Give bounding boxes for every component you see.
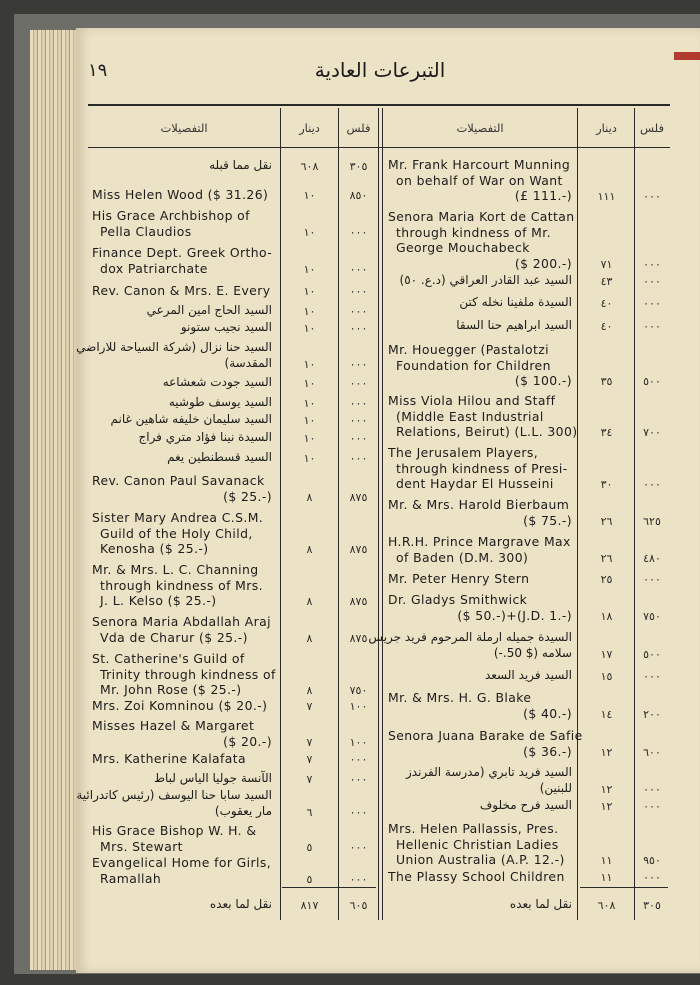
right-entry-line: The Plassy School Children — [388, 869, 565, 884]
left-dinar-value: ١٠ — [303, 397, 316, 410]
left-fils-value: ٠٠٠ — [349, 840, 368, 854]
top-rule — [88, 104, 670, 106]
left-fils-value: ٠٠٠ — [349, 414, 368, 427]
left-entry-line: Sister Mary Andrea C.S.M. — [92, 510, 264, 525]
right-entry-line: Mrs. Helen Pallassis, Pres. — [388, 821, 559, 836]
right-dinar-value: ١٢ — [600, 782, 613, 796]
left-dinar-value: ١٠ — [303, 377, 316, 390]
left-entry-line: السيد جودت شعشاعه — [162, 375, 272, 389]
left-entry-line: Miss Helen Wood ($ 31.26) — [92, 187, 269, 202]
right-dinar-value: ١٤ — [600, 707, 613, 721]
left-entry-line: السيد الحاج امين المرعي — [146, 303, 272, 317]
right-entry-line: Mr. Houegger (Pastalotzi — [388, 342, 549, 357]
right-dinar-value: ٢٦ — [600, 514, 613, 528]
left-entry-line: His Grace Bishop W. H. & — [92, 823, 257, 838]
left-fils-value: ٠٠٠ — [349, 397, 368, 410]
right-entry-line: Hellenic Christian Ladies — [396, 836, 559, 852]
left-dinar-value: ١٠ — [303, 285, 316, 298]
left-entry-line: السيد سليمان خليفه شاهين غانم — [110, 412, 272, 426]
right-dinar-value: ١٧ — [600, 647, 613, 661]
right-fils-value: ٠٠٠ — [643, 257, 661, 271]
left-entry-line: Mr. & Mrs. L. C. Channing — [92, 562, 259, 577]
left-entry-line: السيد حنا نزال (شركة السياحة للاراضي — [76, 340, 272, 354]
right-fils-value: ٠٠٠ — [643, 190, 661, 203]
right-dinar-value: ١٥ — [600, 670, 613, 683]
left-fils-value: ٠٠٠ — [349, 225, 368, 239]
left-fils-value: ٨٧٥ — [349, 631, 368, 645]
left-entry-line: Ramallah — [100, 870, 162, 886]
left-dinar-value: ١٠ — [303, 225, 316, 239]
left-dinar-value: ٧ — [306, 773, 313, 786]
right-entry-line: The Jerusalem Players, — [388, 445, 539, 460]
right-entry-line: Mr. & Mrs. H. G. Blake — [388, 690, 532, 705]
right-entry-line: ($ 50.-)+(J.D. 1.-) — [457, 607, 572, 623]
right-dinar-value: ١١١ — [597, 190, 616, 203]
right-total-fils: ٣٠٥ — [643, 899, 661, 912]
left-fils-value: ٨٧٥ — [349, 490, 368, 504]
header-dinar-left: دينار — [299, 121, 320, 135]
right-entry-line: ($ 40.-) — [523, 705, 572, 721]
left-entry-line: السيد قسطنطين يغم — [167, 450, 272, 464]
right-entry-line: H.R.H. Prince Margrave Max — [388, 534, 571, 549]
left-fils-value: ١٠٠ — [349, 700, 368, 713]
left-fils-value: ٧٥٠ — [349, 684, 368, 697]
page-title: التبرعات العادية — [314, 58, 446, 82]
right-fils-value: ٧٠٠ — [643, 426, 661, 439]
left-dinar-value: ٨ — [306, 490, 313, 504]
right-entry-line: السيد فرح مخلوف — [479, 798, 572, 812]
right-entry-line: Mr. Peter Henry Stern — [388, 571, 530, 586]
right-entry-line: George Mouchabeck — [396, 240, 530, 255]
left-dinar-value: ٦ — [306, 805, 313, 819]
left-dinar-value: ٧ — [306, 700, 313, 713]
left-entry-line: Trinity through kindness of — [100, 666, 276, 682]
left-entry-line: St. Catherine's Guild of — [92, 651, 245, 666]
left-dinar-value: ١٠ — [303, 305, 316, 318]
right-entry-line: (£ 111.-) — [514, 188, 572, 203]
left-dinar-value: ١٠ — [303, 414, 316, 427]
header-fils-right: فلس — [640, 121, 664, 135]
right-entry-line: Foundation for Children — [396, 357, 551, 373]
left-dinar-value: ١٠ — [303, 322, 316, 335]
right-total-dinar: ٦٠٨ — [597, 899, 616, 912]
left-fils-value: ٠٠٠ — [349, 773, 368, 786]
right-entry-line: ($ 100.-) — [514, 373, 572, 388]
left-entry-line: Guild of the Holy Child, — [100, 525, 253, 541]
left-entry-line: ($ 25.-) — [223, 488, 272, 504]
left-dinar-value: ٦٠٨ — [300, 160, 319, 173]
left-entry-line: Kenosha ($ 25.-) — [100, 541, 209, 556]
left-entry-line: ($ 20.-) — [223, 733, 272, 749]
left-entry-line: نقل مما قبله — [209, 158, 272, 172]
right-dinar-value: ١٨ — [600, 609, 613, 623]
left-entry-line: الآنسة جوليا الياس لباط — [153, 771, 272, 785]
left-fils-value: ٠٠٠ — [349, 805, 368, 819]
right-dinar-value: ٤٠ — [600, 320, 613, 333]
right-fils-value: ٩٥٠ — [643, 854, 661, 867]
left-fils-value: ٨٧٥ — [349, 595, 368, 608]
left-fils-value: ٠٠٠ — [349, 377, 368, 390]
right-fils-value: ٤٨٠ — [643, 551, 661, 565]
left-dinar-value: ٨ — [306, 684, 313, 697]
left-fils-value: ٠٠٠ — [349, 262, 368, 276]
header-details-left: التفصيلات — [160, 121, 208, 135]
left-entry-line: السيد سابا حنا اليوسف (رئيس كاتدرائية — [76, 788, 272, 802]
left-entry-line: Mrs. Stewart — [100, 838, 183, 854]
right-fils-value: ٠٠٠ — [643, 670, 661, 683]
right-entry-line: ($ 200.-) — [514, 255, 572, 271]
right-fils-value: ٥٠٠ — [643, 375, 661, 388]
left-fils-value: ٠٠٠ — [349, 872, 368, 886]
right-dinar-value: ١٢ — [600, 800, 613, 813]
right-entry-line: Senora Maria Kort de Cattan — [388, 209, 575, 224]
total-rule-right — [580, 887, 668, 888]
left-entry-line: Finance Dept. Greek Ortho- — [92, 245, 273, 260]
left-dinar-value: ١٠ — [303, 357, 316, 371]
right-entry-line: للبنين) — [539, 780, 572, 795]
right-entry-line: ($ 75.-) — [523, 512, 572, 528]
left-total-dinar: ٨١٧ — [300, 899, 319, 912]
left-dinar-value: ٨ — [306, 631, 313, 645]
right-fils-value: ٠٠٠ — [643, 871, 661, 884]
right-entry-line: Mr. Frank Harcourt Munning — [388, 157, 571, 172]
left-fils-value: ٨٥٠ — [349, 189, 368, 202]
right-entry-line: through kindness of Mr. — [396, 224, 551, 240]
left-entry-line: J. L. Kelso ($ 25.-) — [100, 593, 217, 608]
left-dinar-value: ٨ — [306, 543, 313, 556]
right-dinar-value: ٣٤ — [600, 426, 613, 439]
right-entry-line: Dr. Gladys Smithwick — [388, 592, 528, 607]
left-carry-forward-label: نقل لما بعده — [209, 897, 272, 911]
col-divider-left-2 — [338, 108, 339, 920]
page-edges — [30, 30, 78, 970]
left-entry-line: السيد يوسف طوشيه — [168, 395, 272, 409]
left-dinar-value: ٧ — [306, 735, 313, 749]
right-dinar-value: ٤٣ — [600, 275, 613, 288]
left-total-fils: ٦٠٥ — [349, 899, 368, 912]
left-fils-value: ٠٠٠ — [349, 452, 368, 465]
col-divider-right-1 — [577, 108, 578, 920]
header-rule — [88, 147, 670, 148]
right-entry-line: ($ 36.-) — [523, 743, 572, 759]
col-divider-right-2 — [634, 108, 635, 920]
left-entry-line: dox Patriarchate — [100, 260, 208, 276]
header-fils-left: فلس — [346, 121, 371, 135]
right-dinar-value: ١١ — [600, 854, 613, 867]
bookmark-ribbon — [674, 52, 700, 60]
left-entry-line: المقدسة) — [224, 355, 272, 370]
left-fils-value: ١٠٠ — [349, 735, 368, 749]
right-entry-line: Senora Juana Barake de Safie — [388, 728, 583, 743]
left-fils-value: ٠٠٠ — [349, 357, 368, 371]
right-entry-line: through kindness of Presi- — [396, 460, 568, 476]
right-dinar-value: ٣٥ — [600, 375, 613, 388]
left-entry-line: Mrs. Zoi Komninou ($ 20.-) — [92, 698, 268, 713]
left-entry-line: Misses Hazel & Margaret — [92, 718, 255, 733]
left-fils-value: ٠٠٠ — [349, 432, 368, 445]
right-fils-value: ٠٠٠ — [643, 800, 661, 813]
right-dinar-value: ٣٠ — [600, 478, 613, 491]
total-rule-left — [282, 887, 376, 888]
right-entry-line: Miss Viola Hilou and Staff — [388, 393, 556, 408]
col-divider-center-a — [378, 108, 379, 920]
right-fils-value: ٠٠٠ — [643, 275, 661, 288]
left-entry-line: السيد نجيب ستونو — [180, 320, 272, 334]
left-entry-line: Rev. Canon Paul Savanack — [92, 473, 265, 488]
col-divider-center-b — [382, 108, 383, 920]
left-entry-line: Pella Claudios — [100, 223, 192, 239]
right-entry-line: Mr. & Mrs. Harold Bierbaum — [388, 497, 570, 512]
right-fils-value: ٧٥٠ — [643, 609, 661, 623]
right-fils-value: ٢٠٠ — [643, 707, 661, 721]
right-entry-line: dent Haydar El Husseini — [396, 476, 554, 491]
left-fils-value: ٠٠٠ — [349, 753, 368, 766]
left-dinar-value: ١٠ — [303, 262, 316, 276]
left-entry-line: Mr. John Rose ($ 25.-) — [100, 682, 242, 697]
right-fils-value: ٠٠٠ — [643, 573, 661, 586]
right-carry-forward-label: نقل لما بعده — [509, 897, 572, 911]
right-entry-line: السيدة جميله ارملة المرحوم فريد جريس — [368, 630, 572, 644]
left-dinar-value: ٥ — [306, 872, 313, 886]
left-fils-value: ٠٠٠ — [349, 285, 368, 298]
left-entry-line: Mrs. Katherine Kalafata — [92, 751, 247, 766]
right-dinar-value: ٧١ — [600, 257, 613, 271]
left-entry-line: Vda de Charur ($ 25.-) — [100, 629, 248, 645]
right-dinar-value: ٢٦ — [600, 551, 613, 565]
header-details-right: التفصيلات — [456, 121, 504, 135]
right-entry-line: of Baden (D.M. 300) — [396, 549, 529, 565]
right-dinar-value: ٢٥ — [600, 573, 613, 586]
right-entry-line: السيد عبد القادر العراقي (د.ع. ٥٠) — [399, 273, 572, 287]
right-fils-value: ٠٠٠ — [643, 320, 661, 333]
right-entry-line: سلامه ($ 50.-) — [493, 645, 572, 660]
right-entry-line: Union Australia (A.P. 12.-) — [396, 852, 565, 867]
right-entry-line: السيد فريد السعد — [484, 668, 572, 682]
left-dinar-value: ٧ — [306, 753, 313, 766]
left-entry-line: Rev. Canon & Mrs. E. Every — [92, 283, 271, 298]
left-entry-line: His Grace Archbishop of — [92, 208, 250, 223]
left-entry-line: Evangelical Home for Girls, — [92, 855, 272, 870]
col-divider-left-1 — [280, 108, 281, 920]
left-dinar-value: ١٠ — [303, 189, 316, 202]
left-dinar-value: ١٠ — [303, 432, 316, 445]
right-entry-line: السيدة ملفينا نخله كتن — [459, 295, 572, 309]
right-dinar-value: ١٢ — [600, 745, 613, 759]
left-entry-line: السيدة نينا فؤاد متري فراج — [138, 430, 272, 444]
right-entry-line: (Middle East Industrial — [396, 408, 544, 424]
right-fils-value: ٠٠٠ — [643, 782, 661, 796]
right-entry-line: السيد فريد تابري (مدرسة الفرندز — [405, 765, 572, 779]
left-fils-value: ٠٠٠ — [349, 305, 368, 318]
header-dinar-right: دينار — [596, 121, 617, 135]
right-entry-line: Relations, Beirut) (L.L. 300) — [396, 424, 578, 439]
left-entry-line: مار يعقوب) — [214, 803, 272, 818]
page-number: ١٩ — [88, 60, 108, 81]
right-dinar-value: ٤٠ — [600, 297, 613, 310]
left-dinar-value: ٨ — [306, 595, 313, 608]
left-dinar-value: ٥ — [306, 840, 313, 854]
left-fils-value: ٠٠٠ — [349, 322, 368, 335]
right-fils-value: ٦٠٠ — [643, 745, 661, 759]
right-entry-line: السيد ابراهيم حنا السقا — [456, 318, 572, 332]
right-fils-value: ٥٠٠ — [643, 647, 661, 661]
left-entry-line: through kindness of Mrs. — [100, 577, 263, 593]
left-entry-line: Senora Maria Abdallah Araj — [92, 614, 271, 629]
right-entry-line: on behalf of War on Want — [396, 172, 563, 188]
right-fils-value: ٠٠٠ — [643, 297, 661, 310]
left-fils-value: ٣٠٥ — [349, 160, 368, 173]
right-fils-value: ٦٢٥ — [643, 514, 661, 528]
right-dinar-value: ١١ — [600, 871, 613, 884]
left-dinar-value: ١٠ — [303, 452, 316, 465]
left-fils-value: ٨٧٥ — [349, 543, 368, 556]
right-fils-value: ٠٠٠ — [643, 478, 661, 491]
